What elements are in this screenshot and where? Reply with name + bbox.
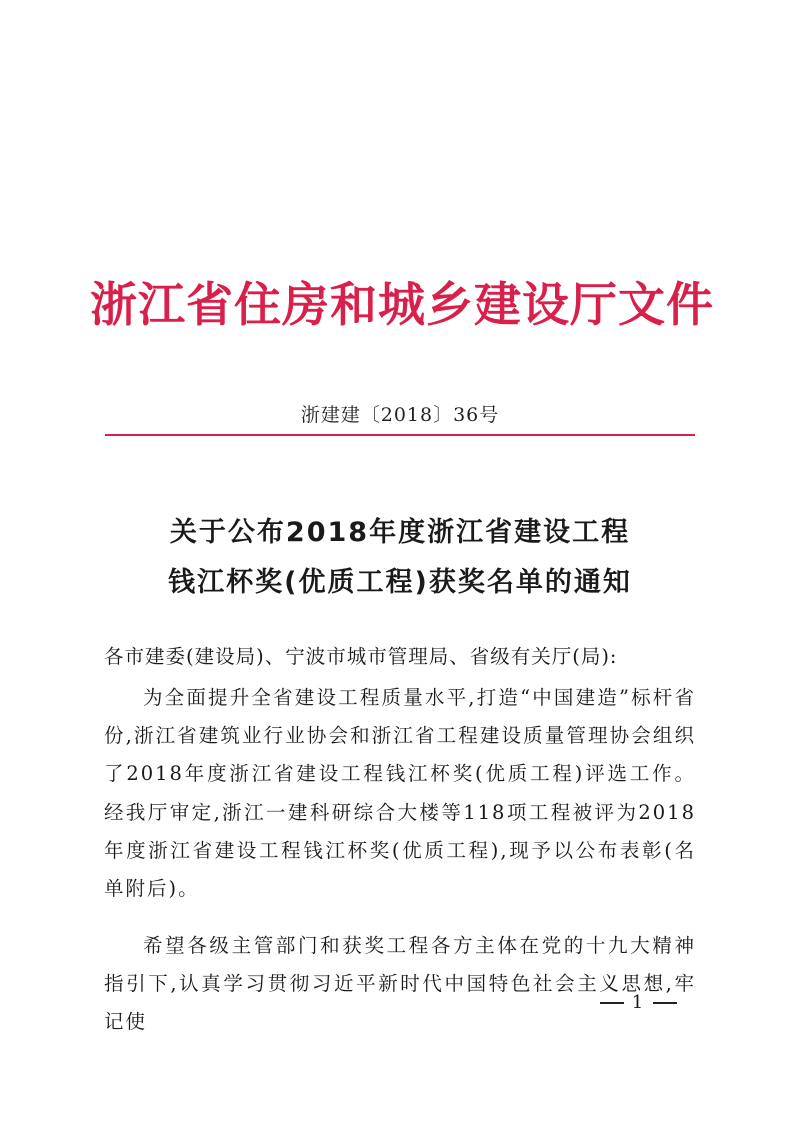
- page-number: [600, 992, 677, 1013]
- paragraph-1: 为全面提升全省建设工程质量水平,打造“中国建造”标杆省份,浙江省建筑业行业协会和浙江省工程建设质量管理协会组织了2018年度浙江省建设工程钱江杯奖(优质工程)评选工作。经我厅审定,浙江一建科研综合大楼等118项工程被评为2018年度浙江省建设工程钱江杯奖(优质工程),现予以公布表彰(名单附后)。: [104, 686, 696, 901]
- masthead-title: 浙江省住房和城乡建设厅文件: [90, 278, 714, 333]
- salutation: 各市建委(建设局)、宁波市城市管理局、省级有关厅(局):: [104, 645, 618, 668]
- paragraph-2: 希望各级主管部门和获奖工程各方主体在党的十九大精神指引下,认真学习贯彻习近平新时代中国特色社会主义思想,牢记使: [104, 934, 696, 1034]
- document-number: 浙建建〔2018〕36号: [300, 404, 500, 426]
- notice-title-line-1: 关于公布2018年度浙江省建设工程: [169, 517, 631, 548]
- page-dash-right: [653, 1002, 677, 1004]
- page-dash-left: [600, 1002, 624, 1004]
- header-divider: [105, 434, 695, 436]
- notice-title-line-2: 钱江杯奖(优质工程)获奖名单的通知: [168, 567, 632, 598]
- page-number-value: 1: [631, 992, 646, 1013]
